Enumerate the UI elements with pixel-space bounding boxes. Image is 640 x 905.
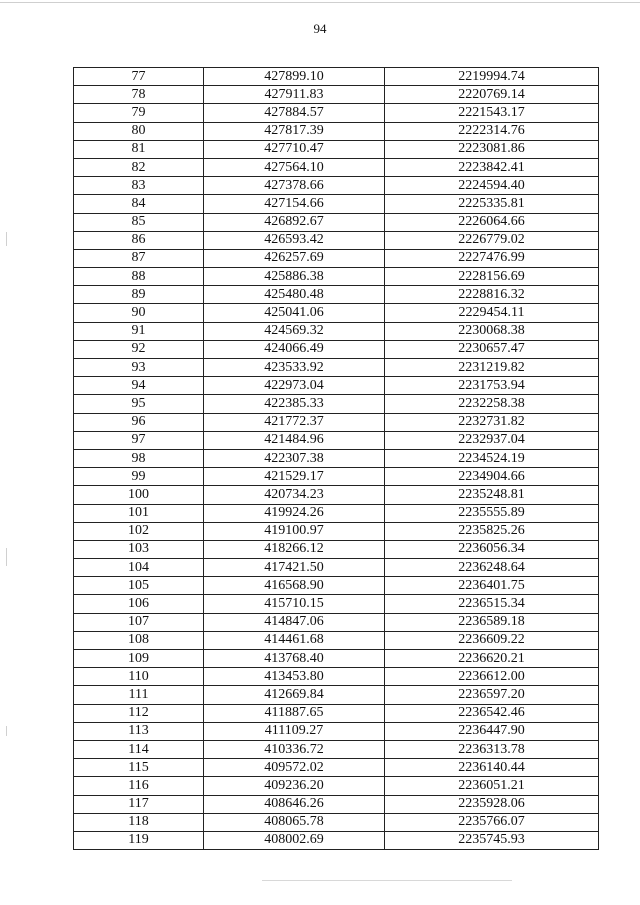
x-coordinate-cell: 408646.26: [204, 795, 385, 813]
x-coordinate-cell: 414461.68: [204, 631, 385, 649]
y-coordinate-cell: 2235766.07: [385, 813, 599, 831]
y-coordinate-cell: 2236515.34: [385, 595, 599, 613]
point-number-cell: 115: [74, 759, 204, 777]
table-row: [74, 740, 599, 758]
y-coordinate-cell: 2227476.99: [385, 249, 599, 267]
point-number-cell: 80: [74, 122, 204, 140]
point-number-cell: 89: [74, 286, 204, 304]
table-row: [74, 650, 599, 668]
table-row: [74, 577, 599, 595]
y-coordinate-cell: 2232731.82: [385, 413, 599, 431]
x-coordinate-cell: 411887.65: [204, 704, 385, 722]
coordinates-table-body: [74, 68, 599, 850]
table-row: [74, 431, 599, 449]
x-coordinate-cell: 422385.33: [204, 395, 385, 413]
table-row: [74, 813, 599, 831]
point-number-cell: 103: [74, 540, 204, 558]
y-coordinate-cell: 2236313.78: [385, 740, 599, 758]
y-coordinate-cell: 2236609.22: [385, 631, 599, 649]
scan-edge-bottom: [262, 880, 512, 881]
y-coordinate-cell: 2226064.66: [385, 213, 599, 231]
x-coordinate-cell: 427378.66: [204, 177, 385, 195]
point-number-cell: 117: [74, 795, 204, 813]
x-coordinate-cell: 427817.39: [204, 122, 385, 140]
scan-mark-left-2: [6, 548, 7, 566]
table-row: [74, 304, 599, 322]
x-coordinate-cell: 419924.26: [204, 504, 385, 522]
x-coordinate-cell: 422973.04: [204, 377, 385, 395]
y-coordinate-cell: 2231219.82: [385, 359, 599, 377]
point-number-cell: 95: [74, 395, 204, 413]
point-number-cell: 85: [74, 213, 204, 231]
x-coordinate-cell: 426593.42: [204, 231, 385, 249]
x-coordinate-cell: 426257.69: [204, 249, 385, 267]
x-coordinate-cell: 425480.48: [204, 286, 385, 304]
point-number-cell: 112: [74, 704, 204, 722]
y-coordinate-cell: 2235928.06: [385, 795, 599, 813]
point-number-cell: 113: [74, 722, 204, 740]
table-row: [74, 86, 599, 104]
y-coordinate-cell: 2223842.41: [385, 158, 599, 176]
table-row: [74, 668, 599, 686]
table-row: [74, 759, 599, 777]
y-coordinate-cell: 2220769.14: [385, 86, 599, 104]
y-coordinate-cell: 2232937.04: [385, 431, 599, 449]
y-coordinate-cell: 2236051.21: [385, 777, 599, 795]
x-coordinate-cell: 421772.37: [204, 413, 385, 431]
y-coordinate-cell: 2236447.90: [385, 722, 599, 740]
point-number-cell: 82: [74, 158, 204, 176]
table-row: [74, 395, 599, 413]
point-number-cell: 107: [74, 613, 204, 631]
point-number-cell: 81: [74, 140, 204, 158]
y-coordinate-cell: 2226779.02: [385, 231, 599, 249]
table-row: [74, 213, 599, 231]
x-coordinate-cell: 421529.17: [204, 468, 385, 486]
table-row: [74, 631, 599, 649]
scan-mark-left-1: [6, 232, 7, 246]
point-number-cell: 83: [74, 177, 204, 195]
point-number-cell: 90: [74, 304, 204, 322]
table-row: [74, 704, 599, 722]
table-row: [74, 559, 599, 577]
y-coordinate-cell: 2235248.81: [385, 486, 599, 504]
x-coordinate-cell: 410336.72: [204, 740, 385, 758]
x-coordinate-cell: 415710.15: [204, 595, 385, 613]
point-number-cell: 94: [74, 377, 204, 395]
point-number-cell: 109: [74, 650, 204, 668]
point-number-cell: 116: [74, 777, 204, 795]
table-row: [74, 595, 599, 613]
table-row: [74, 322, 599, 340]
scan-edge-top: [0, 2, 640, 3]
table-row: [74, 686, 599, 704]
x-coordinate-cell: 411109.27: [204, 722, 385, 740]
point-number-cell: 99: [74, 468, 204, 486]
table-row: [74, 231, 599, 249]
y-coordinate-cell: 2222314.76: [385, 122, 599, 140]
x-coordinate-cell: 419100.97: [204, 522, 385, 540]
x-coordinate-cell: 408065.78: [204, 813, 385, 831]
table-row: [74, 613, 599, 631]
x-coordinate-cell: 423533.92: [204, 359, 385, 377]
table-row: [74, 831, 599, 849]
x-coordinate-cell: 426892.67: [204, 213, 385, 231]
x-coordinate-cell: 424569.32: [204, 322, 385, 340]
point-number-cell: 104: [74, 559, 204, 577]
x-coordinate-cell: 414847.06: [204, 613, 385, 631]
x-coordinate-cell: 421484.96: [204, 431, 385, 449]
x-coordinate-cell: 427884.57: [204, 104, 385, 122]
table-row: [74, 195, 599, 213]
x-coordinate-cell: 425041.06: [204, 304, 385, 322]
y-coordinate-cell: 2236612.00: [385, 668, 599, 686]
point-number-cell: 108: [74, 631, 204, 649]
y-coordinate-cell: 2224594.40: [385, 177, 599, 195]
y-coordinate-cell: 2223081.86: [385, 140, 599, 158]
table-row: [74, 486, 599, 504]
point-number-cell: 114: [74, 740, 204, 758]
table-row: [74, 286, 599, 304]
x-coordinate-cell: 427899.10: [204, 68, 385, 86]
y-coordinate-cell: 2236401.75: [385, 577, 599, 595]
y-coordinate-cell: 2232258.38: [385, 395, 599, 413]
table-row: [74, 449, 599, 467]
point-number-cell: 86: [74, 231, 204, 249]
point-number-cell: 93: [74, 359, 204, 377]
y-coordinate-cell: 2228816.32: [385, 286, 599, 304]
table-row: [74, 504, 599, 522]
point-number-cell: 100: [74, 486, 204, 504]
y-coordinate-cell: 2235745.93: [385, 831, 599, 849]
y-coordinate-cell: 2231753.94: [385, 377, 599, 395]
point-number-cell: 105: [74, 577, 204, 595]
table-row: [74, 140, 599, 158]
x-coordinate-cell: 425886.38: [204, 268, 385, 286]
point-number-cell: 106: [74, 595, 204, 613]
page-number: 94: [313, 21, 327, 36]
table-row: [74, 104, 599, 122]
point-number-cell: 98: [74, 449, 204, 467]
table-row: [74, 468, 599, 486]
table-row: [74, 268, 599, 286]
y-coordinate-cell: 2235555.89: [385, 504, 599, 522]
y-coordinate-cell: 2230657.47: [385, 340, 599, 358]
y-coordinate-cell: 2228156.69: [385, 268, 599, 286]
point-number-cell: 97: [74, 431, 204, 449]
y-coordinate-cell: 2236620.21: [385, 650, 599, 668]
y-coordinate-cell: 2236597.20: [385, 686, 599, 704]
point-number-cell: 92: [74, 340, 204, 358]
point-number-cell: 110: [74, 668, 204, 686]
table-row: [74, 158, 599, 176]
y-coordinate-cell: 2236589.18: [385, 613, 599, 631]
table-row: [74, 777, 599, 795]
y-coordinate-cell: 2236056.34: [385, 540, 599, 558]
y-coordinate-cell: 2230068.38: [385, 322, 599, 340]
point-number-cell: 111: [74, 686, 204, 704]
x-coordinate-cell: 422307.38: [204, 449, 385, 467]
table-row: [74, 177, 599, 195]
x-coordinate-cell: 418266.12: [204, 540, 385, 558]
table-row: [74, 795, 599, 813]
point-number-cell: 119: [74, 831, 204, 849]
point-number-cell: 84: [74, 195, 204, 213]
x-coordinate-cell: 412669.84: [204, 686, 385, 704]
y-coordinate-cell: 2236248.64: [385, 559, 599, 577]
y-coordinate-cell: 2236542.46: [385, 704, 599, 722]
y-coordinate-cell: 2235825.26: [385, 522, 599, 540]
y-coordinate-cell: 2234904.66: [385, 468, 599, 486]
table-row: [74, 340, 599, 358]
point-number-cell: 78: [74, 86, 204, 104]
table-row: [74, 122, 599, 140]
x-coordinate-cell: 417421.50: [204, 559, 385, 577]
point-number-cell: 91: [74, 322, 204, 340]
point-number-cell: 102: [74, 522, 204, 540]
y-coordinate-cell: 2234524.19: [385, 449, 599, 467]
x-coordinate-cell: 409236.20: [204, 777, 385, 795]
y-coordinate-cell: 2229454.11: [385, 304, 599, 322]
x-coordinate-cell: 416568.90: [204, 577, 385, 595]
x-coordinate-cell: 409572.02: [204, 759, 385, 777]
table-row: [74, 413, 599, 431]
point-number-cell: 77: [74, 68, 204, 86]
x-coordinate-cell: 420734.23: [204, 486, 385, 504]
table-row: [74, 522, 599, 540]
y-coordinate-cell: 2219994.74: [385, 68, 599, 86]
y-coordinate-cell: 2225335.81: [385, 195, 599, 213]
point-number-cell: 88: [74, 268, 204, 286]
point-number-cell: 101: [74, 504, 204, 522]
x-coordinate-cell: 424066.49: [204, 340, 385, 358]
point-number-cell: 96: [74, 413, 204, 431]
table-row: [74, 68, 599, 86]
x-coordinate-cell: 427911.83: [204, 86, 385, 104]
point-number-cell: 118: [74, 813, 204, 831]
y-coordinate-cell: 2221543.17: [385, 104, 599, 122]
x-coordinate-cell: 408002.69: [204, 831, 385, 849]
point-number-cell: 87: [74, 249, 204, 267]
y-coordinate-cell: 2236140.44: [385, 759, 599, 777]
table-row: [74, 249, 599, 267]
x-coordinate-cell: 427154.66: [204, 195, 385, 213]
table-row: [74, 722, 599, 740]
x-coordinate-cell: 427710.47: [204, 140, 385, 158]
table-row: [74, 359, 599, 377]
x-coordinate-cell: 413453.80: [204, 668, 385, 686]
coordinates-table: [73, 67, 599, 850]
x-coordinate-cell: 413768.40: [204, 650, 385, 668]
scan-mark-left-3: [6, 726, 7, 736]
x-coordinate-cell: 427564.10: [204, 158, 385, 176]
table-row: [74, 377, 599, 395]
point-number-cell: 79: [74, 104, 204, 122]
table-row: [74, 540, 599, 558]
